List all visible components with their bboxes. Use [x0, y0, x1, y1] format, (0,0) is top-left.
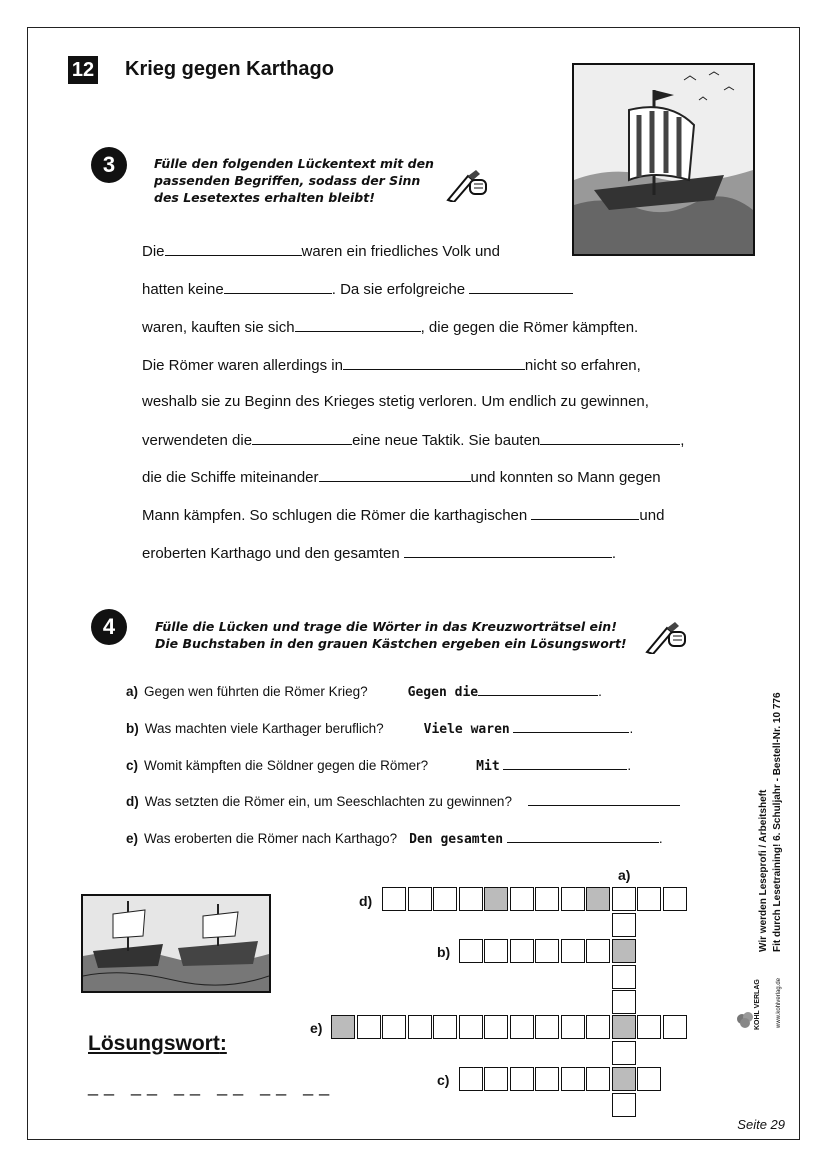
crossword-cell[interactable]: [612, 990, 636, 1014]
instruction-line: Fülle die Lücken und trage die Wörter in das Kreuzworträtsel ein!: [155, 619, 617, 634]
cloze-line-8: Mann kämpfen. So schlugen die Römer die karthagischen und: [142, 507, 665, 524]
crossword-cell[interactable]: [331, 1015, 355, 1039]
crossword-cell[interactable]: [612, 1041, 636, 1065]
side-credit-2: Fit durch Lesetraining! 6. Schuljahr - Bestell-Nr. 10 776: [772, 692, 783, 952]
crossword-cell[interactable]: [382, 887, 406, 911]
answer-field-c[interactable]: [503, 757, 627, 770]
pencil-hand-icon: [446, 168, 488, 207]
blank-field[interactable]: [469, 279, 573, 294]
crossword-cell[interactable]: [612, 965, 636, 989]
crossword-cell[interactable]: [459, 939, 483, 963]
cloze-line-7: die die Schiffe miteinander und konnten so Mann gegen: [142, 469, 661, 486]
crossword-cell[interactable]: [586, 939, 610, 963]
solution-label: Lösungswort:: [88, 1032, 227, 1055]
crossword-cell[interactable]: [484, 1015, 508, 1039]
page-number: Seite 29: [737, 1117, 785, 1132]
crossword-cell[interactable]: [586, 1067, 610, 1091]
answer-field-b[interactable]: [513, 720, 629, 733]
question-a: a) Gegen wen führten die Römer Krieg? Gegen die .: [126, 684, 602, 700]
crossword-cell[interactable]: [484, 1067, 508, 1091]
blank-field[interactable]: [252, 430, 352, 445]
crossword-cell[interactable]: [510, 939, 534, 963]
blank-field[interactable]: [531, 505, 639, 520]
crossword-cell[interactable]: [357, 1015, 381, 1039]
crossword-cell[interactable]: [433, 887, 457, 911]
crossword-cell[interactable]: [510, 887, 534, 911]
crossword-clue-b: b): [437, 944, 451, 960]
crossword-cell[interactable]: [612, 939, 636, 963]
question-d: d) Was setzten die Römer ein, um Seeschlachten zu gewinnen?: [126, 793, 680, 809]
question-e: e) Was eroberten die Römer nach Karthago? Den gesamten .: [126, 831, 663, 847]
crossword-cell[interactable]: [612, 913, 636, 937]
crossword-cell[interactable]: [663, 887, 687, 911]
cloze-line-2: hatten keine . Da sie erfolgreiche: [142, 279, 573, 300]
question-c: c) Womit kämpften die Söldner gegen die Römer? Mit .: [126, 758, 632, 774]
crossword-cell[interactable]: [484, 887, 508, 911]
crossword-cell[interactable]: [408, 1015, 432, 1039]
crossword-cell[interactable]: [663, 1015, 687, 1039]
chapter-number: 12: [68, 56, 98, 84]
crossword-cell[interactable]: [535, 939, 559, 963]
crossword-clue-c: c): [437, 1072, 450, 1088]
crossword-cell[interactable]: [535, 1015, 559, 1039]
crossword-cell[interactable]: [433, 1015, 457, 1039]
publisher-url[interactable]: www.kohlverlag.de: [776, 977, 782, 1028]
crossword-cell[interactable]: [561, 939, 585, 963]
crossword-clue-d: d): [359, 893, 373, 909]
side-credit-1: Wir werden Leseprofi / Arbeitsheft: [758, 789, 769, 952]
blank-field[interactable]: [540, 430, 680, 445]
blank-field[interactable]: [224, 279, 332, 294]
cloze-line-5: weshalb sie zu Beginn des Krieges stetig verloren. Um endlich zu gewinnen,: [142, 393, 649, 410]
crossword-clue-e: e): [310, 1020, 323, 1036]
answer-field-d[interactable]: [528, 793, 680, 806]
blank-field[interactable]: [295, 317, 421, 332]
instruction-line: des Lesetextes erhalten bleibt!: [154, 190, 375, 205]
crossword-cell[interactable]: [637, 1015, 661, 1039]
instruction-line: passenden Begriffen, sodass der Sinn: [154, 173, 421, 188]
crossword-cell[interactable]: [612, 887, 636, 911]
crossword-cell[interactable]: [612, 1015, 636, 1039]
blank-field[interactable]: [165, 241, 302, 256]
crossword-cell[interactable]: [535, 887, 559, 911]
cloze-line-3: waren, kauften sie sich , die gegen die Römer kämpften.: [142, 319, 639, 336]
instruction-line: Fülle den folgenden Lückentext mit den: [154, 156, 434, 171]
ship-illustration: [572, 63, 755, 256]
crossword-cell[interactable]: [459, 887, 483, 911]
question-b: b) Was machten viele Karthager beruflich? Viele waren .: [126, 721, 634, 737]
crossword-cell[interactable]: [510, 1067, 534, 1091]
crossword-cell[interactable]: [535, 1067, 559, 1091]
crossword-cell[interactable]: [459, 1067, 483, 1091]
answer-field-e[interactable]: [507, 830, 659, 843]
blank-field[interactable]: [343, 355, 525, 370]
publisher-name: KOHL VERLAG: [754, 979, 761, 1030]
cloze-line-9: eroberten Karthago und den gesamten .: [142, 545, 617, 562]
cloze-line-1: Die waren ein friedliches Volk und: [142, 243, 500, 260]
task-3-number: 3: [91, 147, 127, 183]
crossword-cell[interactable]: [484, 939, 508, 963]
crossword-cell[interactable]: [561, 887, 585, 911]
crossword-clue-a: a): [618, 867, 631, 883]
blank-field[interactable]: [404, 543, 612, 558]
crossword-cell[interactable]: [510, 1015, 534, 1039]
crossword-cell[interactable]: [382, 1015, 406, 1039]
solution-blanks: __ __ __ __ __ __: [88, 1076, 336, 1096]
page-title: Krieg gegen Karthago: [125, 58, 334, 80]
instruction-line: Die Buchstaben in den grauen Kästchen ergeben ein Lösungswort!: [155, 636, 627, 651]
crossword-cell[interactable]: [586, 1015, 610, 1039]
crossword-cell[interactable]: [637, 887, 661, 911]
crossword-cell[interactable]: [561, 1015, 585, 1039]
cloze-line-6: verwendeten die eine neue Taktik. Sie bauten ,: [142, 432, 685, 449]
task-3-instruction: [154, 155, 434, 206]
cloze-line-4: Die Römer waren allerdings in nicht so erfahren,: [142, 357, 641, 374]
crossword-cell[interactable]: [586, 887, 610, 911]
blank-field[interactable]: [319, 467, 471, 482]
answer-field-a[interactable]: [478, 683, 598, 696]
crossword-cell[interactable]: [612, 1093, 636, 1117]
crossword-cell[interactable]: [408, 887, 432, 911]
task-4-number: 4: [91, 609, 127, 645]
pencil-hand-icon: [645, 620, 687, 659]
crossword-cell[interactable]: [459, 1015, 483, 1039]
crossword-cell[interactable]: [637, 1067, 661, 1091]
publisher-logo-icon: [736, 1005, 754, 1034]
crossword-cell[interactable]: [612, 1067, 636, 1091]
battle-illustration: [81, 894, 271, 993]
crossword-cell[interactable]: [561, 1067, 585, 1091]
task-4-instruction: [155, 618, 627, 652]
